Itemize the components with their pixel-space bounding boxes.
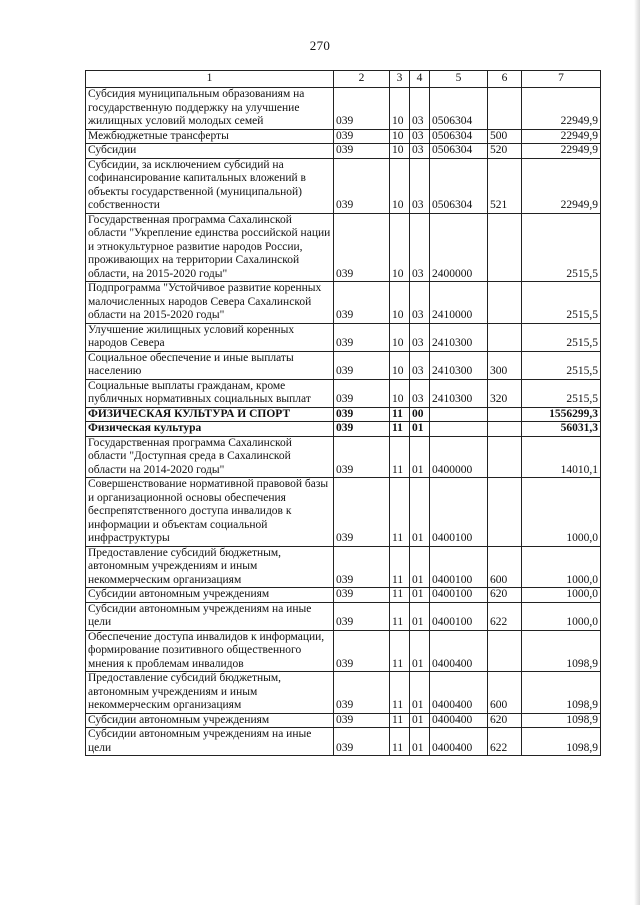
row-subsection-cell: 01 xyxy=(410,436,430,478)
row-amount-cell: 2515,5 xyxy=(522,213,601,282)
row-code-admin-cell: 039 xyxy=(334,158,390,213)
row-name-cell: Субсидии xyxy=(86,144,334,159)
header-cell-1: 1 xyxy=(86,71,334,88)
row-code-admin-cell: 039 xyxy=(334,129,390,144)
row-target-article-cell: 0506304 xyxy=(430,158,488,213)
row-expense-type-cell xyxy=(488,478,522,547)
row-target-article-cell: 2410000 xyxy=(430,282,488,324)
header-cell-3: 3 xyxy=(390,71,410,88)
row-target-article-cell: 0400100 xyxy=(430,588,488,603)
row-name-cell: Улучшение жилищных условий коренных народов Севера xyxy=(86,323,334,351)
row-code-admin-cell: 039 xyxy=(334,213,390,282)
row-section-cell: 11 xyxy=(390,630,410,672)
row-amount-cell: 1098,9 xyxy=(522,630,601,672)
row-section-cell: 11 xyxy=(390,672,410,714)
row-section-cell: 10 xyxy=(390,158,410,213)
row-subsection-cell: 03 xyxy=(410,379,430,407)
row-code-admin-cell: 039 xyxy=(334,379,390,407)
row-expense-type-cell: 622 xyxy=(488,602,522,630)
row-expense-type-cell xyxy=(488,88,522,130)
row-subsection-cell: 01 xyxy=(410,602,430,630)
row-section-cell: 10 xyxy=(390,213,410,282)
row-amount-cell: 2515,5 xyxy=(522,379,601,407)
row-section-cell: 11 xyxy=(390,407,410,422)
row-expense-type-cell xyxy=(488,213,522,282)
table-row xyxy=(86,588,601,603)
table-row xyxy=(86,546,601,588)
row-subsection-cell: 01 xyxy=(410,728,430,756)
row-section-cell: 11 xyxy=(390,728,410,756)
row-code-admin-cell: 039 xyxy=(334,88,390,130)
row-amount-cell: 1556299,3 xyxy=(522,407,601,422)
row-section-cell: 10 xyxy=(390,129,410,144)
row-expense-type-cell xyxy=(488,422,522,437)
table-row xyxy=(86,422,601,437)
row-subsection-cell: 03 xyxy=(410,158,430,213)
row-target-article-cell: 0506304 xyxy=(430,88,488,130)
row-subsection-cell: 01 xyxy=(410,588,430,603)
row-code-admin-cell: 039 xyxy=(334,351,390,379)
row-target-article-cell: 0506304 xyxy=(430,144,488,159)
row-code-admin-cell: 039 xyxy=(334,546,390,588)
row-target-article-cell: 0400100 xyxy=(430,602,488,630)
row-section-cell: 10 xyxy=(390,282,410,324)
table-row xyxy=(86,728,601,756)
header-cell-6: 6 xyxy=(488,71,522,88)
row-amount-cell: 56031,3 xyxy=(522,422,601,437)
page-number: 270 xyxy=(309,38,331,53)
header-cell-2: 2 xyxy=(334,71,390,88)
row-code-admin-cell: 039 xyxy=(334,436,390,478)
row-code-admin-cell: 039 xyxy=(334,323,390,351)
row-expense-type-cell: 320 xyxy=(488,379,522,407)
row-name-cell: Субсидии автономным учреждениям xyxy=(86,588,334,603)
row-section-cell: 10 xyxy=(390,88,410,130)
row-target-article-cell: 2410300 xyxy=(430,379,488,407)
table-row xyxy=(86,602,601,630)
row-expense-type-cell: 622 xyxy=(488,728,522,756)
table-row xyxy=(86,379,601,407)
row-section-cell: 11 xyxy=(390,478,410,547)
row-subsection-cell: 00 xyxy=(410,407,430,422)
table-row xyxy=(86,351,601,379)
row-amount-cell: 1000,0 xyxy=(522,588,601,603)
row-subsection-cell: 01 xyxy=(410,713,430,728)
row-name-cell: Предоставление субсидий бюджетным, автономным учреждениям и иным некоммерческим организациям xyxy=(86,672,334,714)
table-row xyxy=(86,88,601,130)
row-subsection-cell: 01 xyxy=(410,546,430,588)
row-expense-type-cell: 521 xyxy=(488,158,522,213)
row-name-cell: Социальное обеспечение и иные выплаты населению xyxy=(86,351,334,379)
row-code-admin-cell: 039 xyxy=(334,144,390,159)
row-expense-type-cell: 520 xyxy=(488,144,522,159)
row-amount-cell: 1098,9 xyxy=(522,713,601,728)
table-row xyxy=(86,630,601,672)
table-row xyxy=(86,323,601,351)
table-row xyxy=(86,213,601,282)
row-code-admin-cell: 039 xyxy=(334,602,390,630)
row-expense-type-cell: 300 xyxy=(488,351,522,379)
row-code-admin-cell: 039 xyxy=(334,728,390,756)
row-target-article-cell xyxy=(430,407,488,422)
row-target-article-cell: 0400100 xyxy=(430,546,488,588)
row-code-admin-cell: 039 xyxy=(334,713,390,728)
table-row xyxy=(86,478,601,547)
row-section-cell: 11 xyxy=(390,602,410,630)
row-name-cell: Государственная программа Сахалинской области "Доступная среда в Сахалинской области на 2014-2020 годы" xyxy=(86,436,334,478)
table-row xyxy=(86,407,601,422)
row-name-cell: Государственная программа Сахалинской области "Укрепление единства российской нации и этнокультурное развитие народов России, проживающих на территории Сахалинской области, на 2015-2020 годы" xyxy=(86,213,334,282)
row-section-cell: 11 xyxy=(390,436,410,478)
row-subsection-cell: 03 xyxy=(410,323,430,351)
row-amount-cell: 22949,9 xyxy=(522,88,601,130)
row-code-admin-cell: 039 xyxy=(334,422,390,437)
row-name-cell: Обеспечение доступа инвалидов к информации, формирование позитивного общественного мнения к проблемам инвалидов xyxy=(86,630,334,672)
row-target-article-cell: 2400000 xyxy=(430,213,488,282)
row-section-cell: 10 xyxy=(390,323,410,351)
row-target-article-cell: 0506304 xyxy=(430,129,488,144)
table-row xyxy=(86,129,601,144)
row-name-cell: Субсидии автономным учреждениям на иные цели xyxy=(86,602,334,630)
row-subsection-cell: 03 xyxy=(410,144,430,159)
row-expense-type-cell: 600 xyxy=(488,672,522,714)
row-subsection-cell: 03 xyxy=(410,213,430,282)
row-section-cell: 11 xyxy=(390,588,410,603)
table-row xyxy=(86,713,601,728)
row-name-cell: ФИЗИЧЕСКАЯ КУЛЬТУРА И СПОРТ xyxy=(86,407,334,422)
table-row xyxy=(86,144,601,159)
row-amount-cell: 2515,5 xyxy=(522,282,601,324)
row-subsection-cell: 03 xyxy=(410,129,430,144)
row-target-article-cell: 0400400 xyxy=(430,713,488,728)
row-subsection-cell: 01 xyxy=(410,478,430,547)
row-name-cell: Субсидии автономным учреждениям xyxy=(86,713,334,728)
table-header-row xyxy=(86,71,601,88)
row-subsection-cell: 03 xyxy=(410,282,430,324)
row-expense-type-cell xyxy=(488,323,522,351)
row-code-admin-cell: 039 xyxy=(334,630,390,672)
row-expense-type-cell: 500 xyxy=(488,129,522,144)
row-expense-type-cell: 620 xyxy=(488,588,522,603)
row-target-article-cell: 2410300 xyxy=(430,351,488,379)
row-name-cell: Подпрограмма "Устойчивое развитие коренных малочисленных народов Севера Сахалинской области на 2015-2020 годы" xyxy=(86,282,334,324)
row-section-cell: 10 xyxy=(390,351,410,379)
row-code-admin-cell: 039 xyxy=(334,407,390,422)
row-amount-cell: 1000,0 xyxy=(522,478,601,547)
row-target-article-cell: 0400400 xyxy=(430,728,488,756)
row-code-admin-cell: 039 xyxy=(334,478,390,547)
row-section-cell: 10 xyxy=(390,144,410,159)
row-name-cell: Совершенствование нормативной правовой базы и организационной основы обеспечения беспрепятственного доступа инвалидов к информации и объектам социальной инфраструктуры xyxy=(86,478,334,547)
row-subsection-cell: 03 xyxy=(410,88,430,130)
row-expense-type-cell: 600 xyxy=(488,546,522,588)
row-section-cell: 11 xyxy=(390,546,410,588)
row-target-article-cell: 0400400 xyxy=(430,672,488,714)
table-row xyxy=(86,672,601,714)
row-amount-cell: 2515,5 xyxy=(522,323,601,351)
header-cell-7: 7 xyxy=(522,71,601,88)
row-code-admin-cell: 039 xyxy=(334,282,390,324)
row-name-cell: Субсидии, за исключением субсидий на софинансирование капитальных вложений в объекты государственной (муниципальной) собственности xyxy=(86,158,334,213)
row-name-cell: Предоставление субсидий бюджетным, автономным учреждениям и иным некоммерческим организациям xyxy=(86,546,334,588)
row-amount-cell: 2515,5 xyxy=(522,351,601,379)
row-amount-cell: 1098,9 xyxy=(522,728,601,756)
row-amount-cell: 1098,9 xyxy=(522,672,601,714)
row-section-cell: 10 xyxy=(390,379,410,407)
row-section-cell: 11 xyxy=(390,422,410,437)
header-cell-5: 5 xyxy=(430,71,488,88)
row-amount-cell: 1000,0 xyxy=(522,546,601,588)
row-name-cell: Социальные выплаты гражданам, кроме публичных нормативных социальных выплат xyxy=(86,379,334,407)
row-subsection-cell: 01 xyxy=(410,422,430,437)
row-code-admin-cell: 039 xyxy=(334,588,390,603)
row-amount-cell: 22949,9 xyxy=(522,144,601,159)
header-cell-4: 4 xyxy=(410,71,430,88)
row-expense-type-cell xyxy=(488,630,522,672)
row-expense-type-cell xyxy=(488,407,522,422)
row-name-cell: Физическая культура xyxy=(86,422,334,437)
row-section-cell: 11 xyxy=(390,713,410,728)
row-amount-cell: 22949,9 xyxy=(522,129,601,144)
row-amount-cell: 1000,0 xyxy=(522,602,601,630)
row-target-article-cell: 0400000 xyxy=(430,436,488,478)
row-name-cell: Субсидии автономным учреждениям на иные цели xyxy=(86,728,334,756)
row-subsection-cell: 01 xyxy=(410,672,430,714)
budget-table xyxy=(85,70,601,756)
table-row xyxy=(86,436,601,478)
row-expense-type-cell xyxy=(488,282,522,324)
row-target-article-cell: 0400400 xyxy=(430,630,488,672)
row-target-article-cell: 2410300 xyxy=(430,323,488,351)
row-subsection-cell: 03 xyxy=(410,351,430,379)
row-code-admin-cell: 039 xyxy=(334,672,390,714)
row-expense-type-cell xyxy=(488,436,522,478)
row-expense-type-cell: 620 xyxy=(488,713,522,728)
row-amount-cell: 14010,1 xyxy=(522,436,601,478)
table-row xyxy=(86,158,601,213)
row-amount-cell: 22949,9 xyxy=(522,158,601,213)
row-name-cell: Межбюджетные трансферты xyxy=(86,129,334,144)
row-target-article-cell xyxy=(430,422,488,437)
row-subsection-cell: 01 xyxy=(410,630,430,672)
scan-edge-shadow xyxy=(634,0,640,905)
table-row xyxy=(86,282,601,324)
row-name-cell: Субсидия муниципальным образованиям на государственную поддержку на улучшение жилищных условий молодых семей xyxy=(86,88,334,130)
row-target-article-cell: 0400100 xyxy=(430,478,488,547)
